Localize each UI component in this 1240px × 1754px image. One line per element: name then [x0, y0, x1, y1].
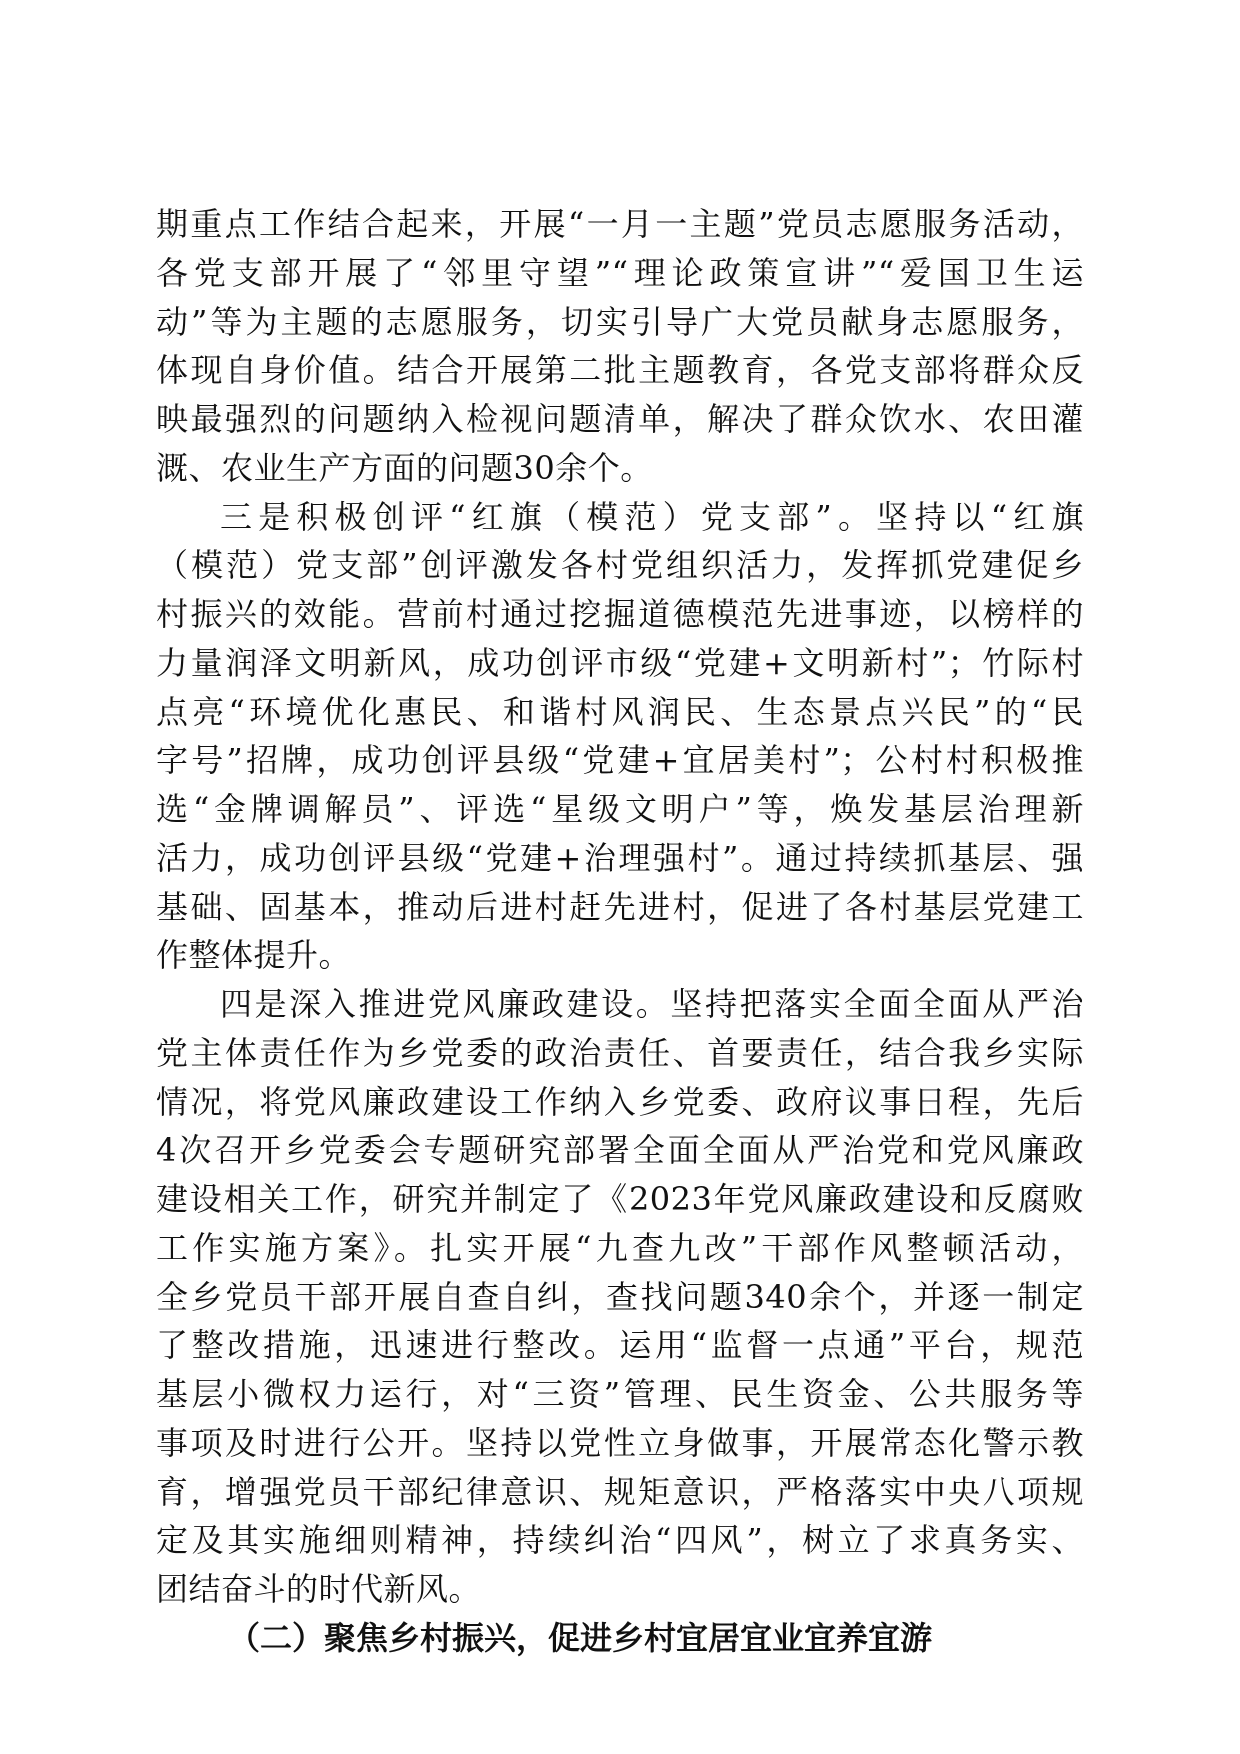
text-line: 三是积极创评“红旗（模范）党支部”。坚持以“红旗 [220, 497, 1084, 536]
paragraph-clean-governance [156, 980, 1084, 1614]
text-line: 选“金牌调解员”、评选“星级文明户”等，焕发基层治理新 [156, 790, 1084, 828]
text-line: 四是深入推进党风廉政建设。坚持把落实全面全面从严治 [220, 985, 1084, 1023]
text-line: 团结奋斗的时代新风。 [156, 1570, 482, 1608]
text-line: 情况，将党风廉政建设工作纳入乡党委、政府议事日程，先后 [156, 1082, 1084, 1121]
text-line: 工作实施方案》。扎实开展“九查九改”干部作风整顿活动， [156, 1228, 1084, 1267]
text-line: 溉、农业生产方面的问题30余个。 [156, 448, 653, 487]
text-line: （模范）党支部”创评激发各村党组织活力，发挥抓党建促乡 [156, 546, 1084, 585]
text-line: 全乡党员干部开展自查自纠，查找问题340余个，并逐一制定 [156, 1277, 1084, 1316]
text-line: 基层小微权力运行，对“三资”管理、民生资金、公共服务等 [156, 1375, 1084, 1413]
paragraph-red-flag-branch [156, 493, 1084, 981]
text-line: 字号”招牌，成功创评县级“党建+宜居美村”；公村村积极推 [156, 741, 1084, 780]
text-line: 映最强烈的问题纳入检视问题清单，解决了群众饮水、农田灌 [156, 400, 1084, 438]
text-line: 各党支部开展了“邻里守望”“理论政策宣讲”“爱国卫生运 [156, 253, 1084, 292]
paragraph-volunteer-service [156, 200, 1084, 493]
text-line: 基础、固基本，推动后进村赶先进村，促进了各村基层党建工 [156, 887, 1084, 926]
text-line: 村振兴的效能。营前村通过挖掘道德模范先进事迹，以榜样的 [156, 595, 1084, 633]
text-line: 动”等为主题的志愿服务，切实引导广大党员献身志愿服务， [156, 302, 1084, 341]
text-line: 建设相关工作，研究并制定了《2023年党风廉政建设和反腐败 [156, 1180, 1084, 1218]
text-line: 点亮“环境优化惠民、和谐村风润民、生态景点兴民”的“民 [156, 692, 1084, 731]
text-line: 活力，成功创评县级“党建+治理强村”。通过持续抓基层、强 [156, 838, 1084, 877]
text-line: 定及其实施细则精神，持续纠治“四风”，树立了求真务实、 [156, 1521, 1084, 1560]
text-line: 体现自身价值。结合开展第二批主题教育，各党支部将群众反 [156, 351, 1084, 390]
document-page [156, 200, 1084, 1663]
section-heading: （二）聚焦乡村振兴，促进乡村宜居宜业宜养宜游 [228, 1618, 933, 1657]
text-line: 期重点工作结合起来，开展“一月一主题”党员志愿服务活动， [156, 205, 1084, 243]
text-line: 力量润泽文明新风，成功创评市级“党建+文明新村”；竹际村 [156, 643, 1084, 682]
text-line: 作整体提升。 [156, 936, 352, 975]
text-line: 4次召开乡党委会专题研究部署全面全面从严治党和党风廉政 [156, 1131, 1084, 1170]
text-line: 事项及时进行公开。坚持以党性立身做事，开展常态化警示教 [156, 1423, 1084, 1462]
text-line: 育，增强党员干部纪律意识、规矩意识，严格落实中央八项规 [156, 1472, 1084, 1511]
text-line: 党主体责任作为乡党委的政治责任、首要责任，结合我乡实际 [156, 1033, 1084, 1072]
text-line: 了整改措施，迅速进行整改。运用“监督一点通”平台，规范 [156, 1326, 1084, 1365]
